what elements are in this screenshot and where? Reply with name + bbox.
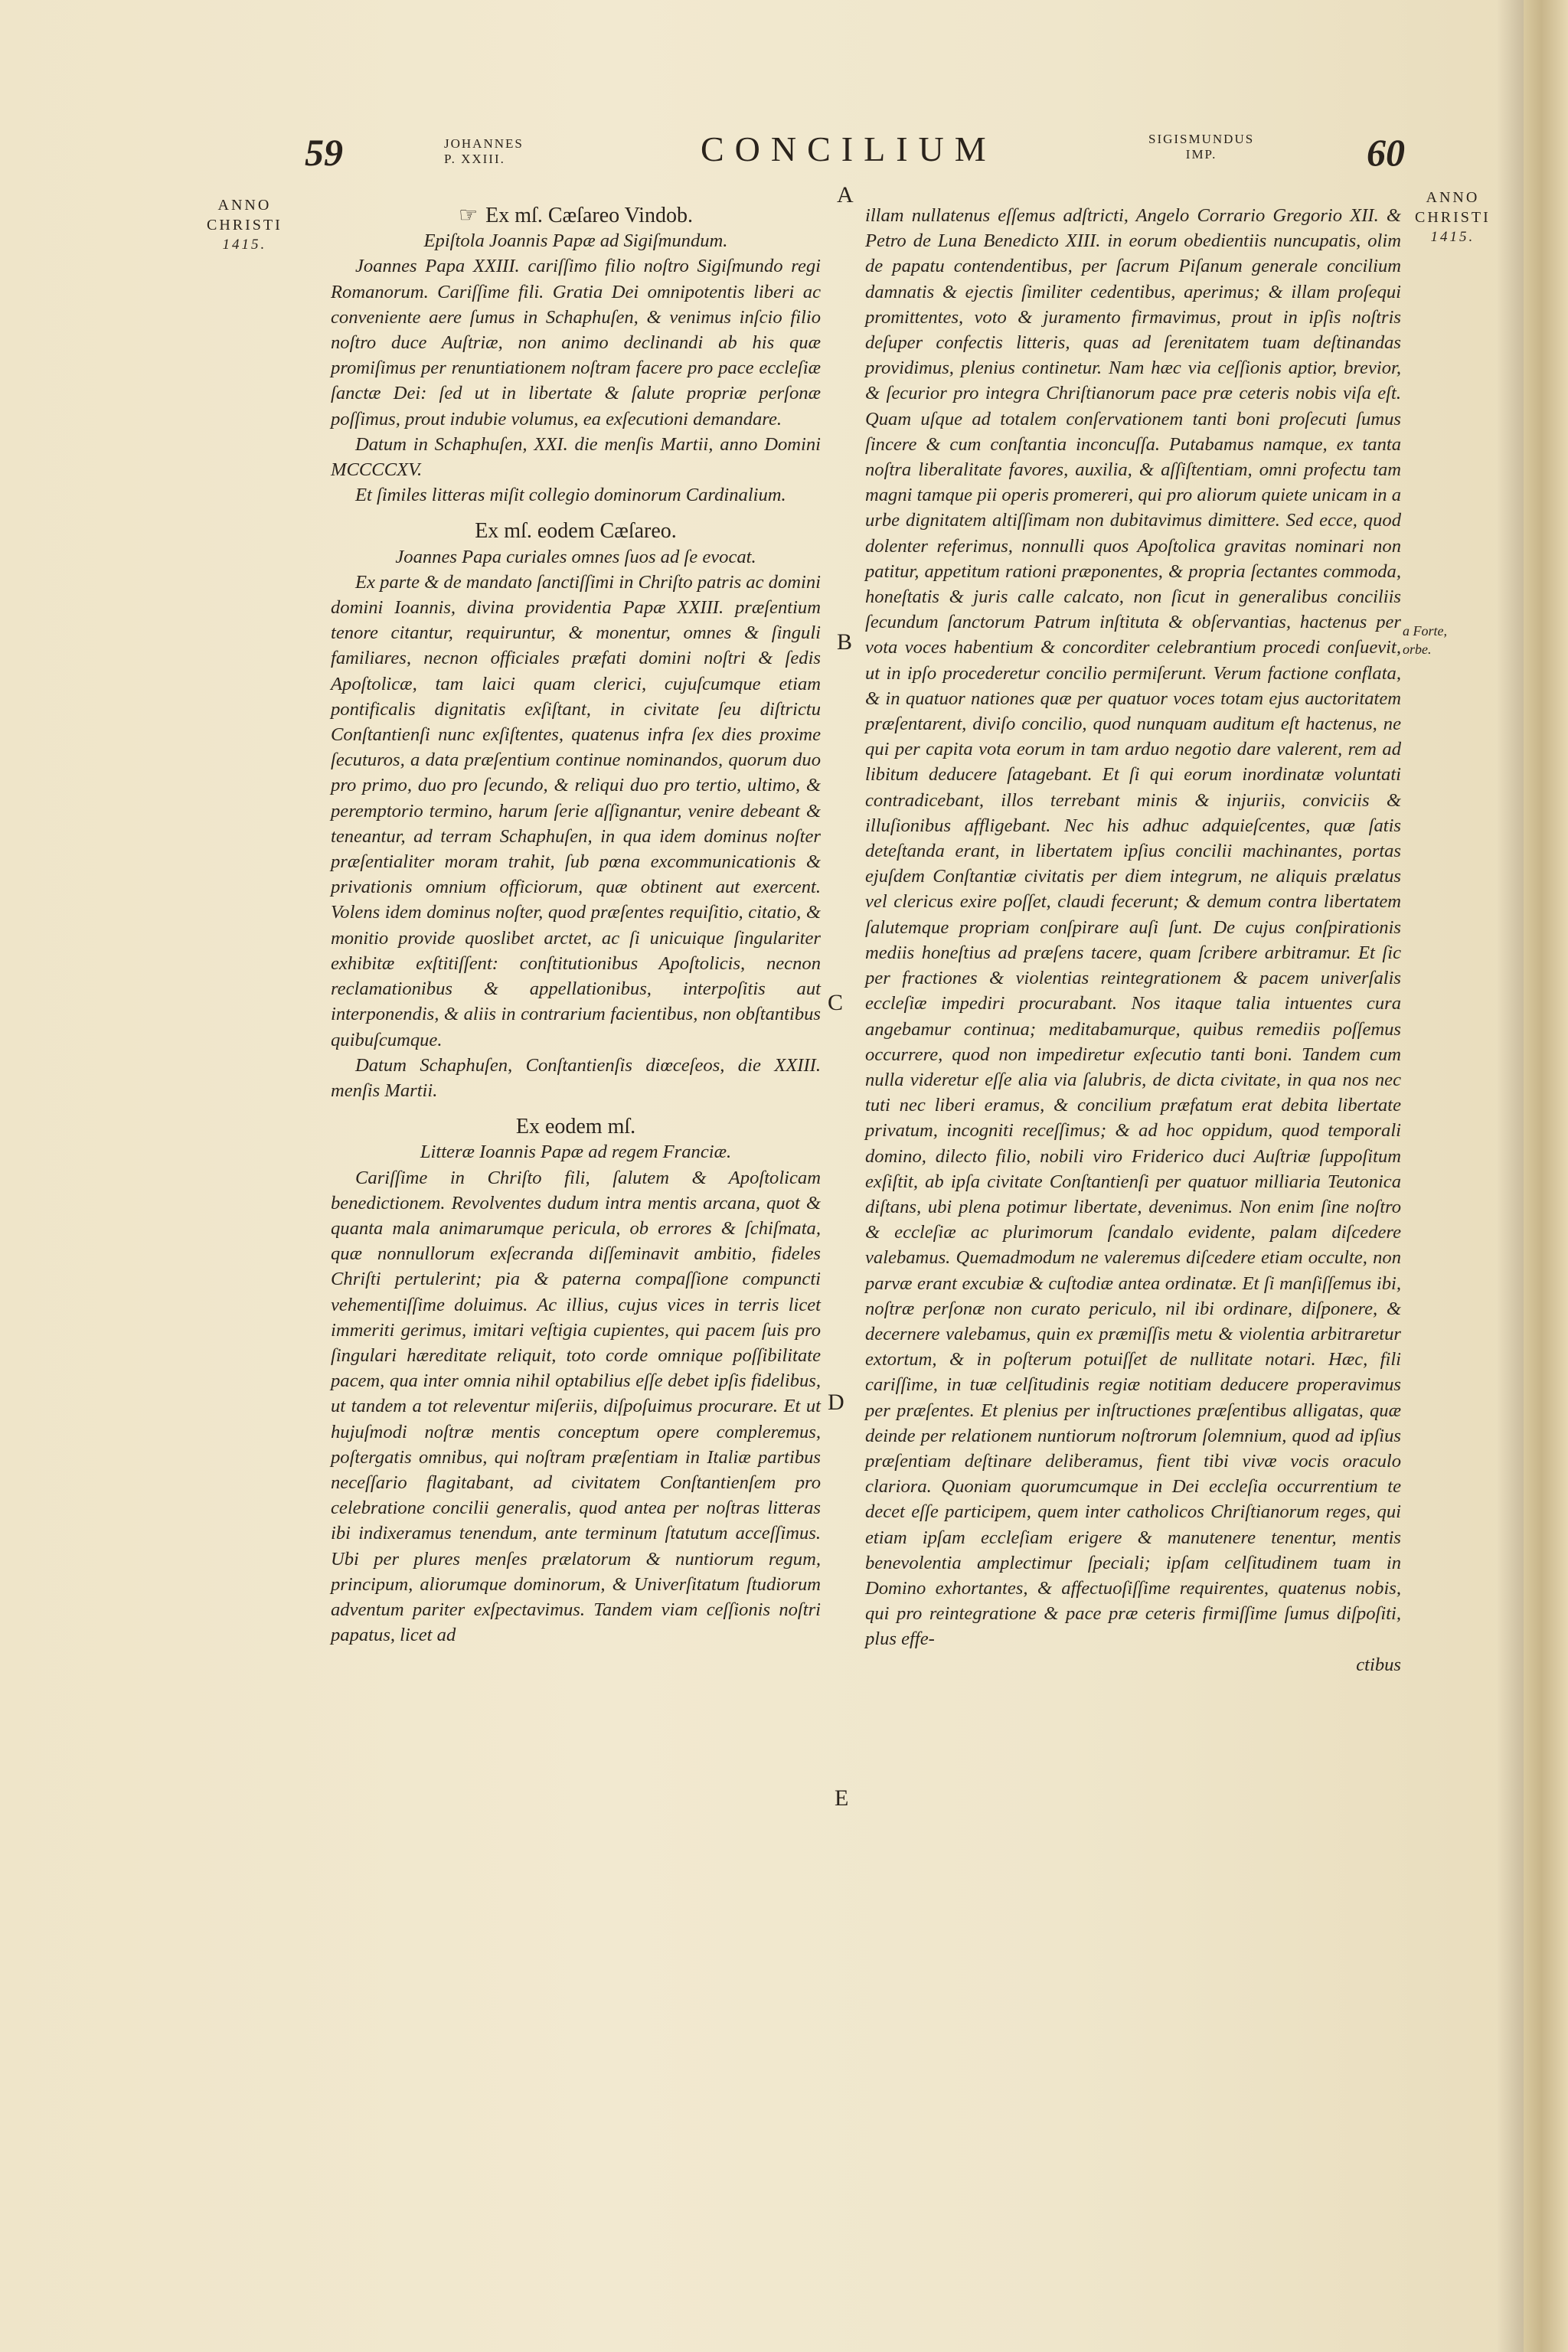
margin-year-line: CHRISTI xyxy=(1415,209,1491,226)
running-head-line: IMP. xyxy=(1185,147,1217,162)
margin-year-line: ANNO xyxy=(1426,189,1480,206)
right-column-body: illam nullatenus eſſemus adſtricti, Angelo Corrario Gregorio XII. & Petro de Luna Benedicto XIII. in eorum obedientiis nuncupatis, olim de papatu contendentibus, per ſacrum Piſanum generale concilium damnatis & ejectis ſimiliter cedentibus, aperimus; & illam proſequi promittentes, voto & juramento firmavimus, prout in ipſis noſtris deſuper confectis litteris, quas ad ſerenitatem tuam deſtinandas providimus, plenius continetur. Nam hæc via ceſſionis aptior, brevior, & ſecurior pro integra Chriſtianorum pace præ ceteris nobis viſa eſt. Quam uſque ad totalem conſervationem tanti boni proſecuti ſumus ſincere & cum conſtantia inconcuſſa. Putabamus namque, ex tanta noſtra liberalitate favores, auxilia, & aſſiſtentiam, omni profectu tam magni tamque pii operis promereri, qui pro aliorum quiete unicam in a urbe dignitatem altiſſimam non dubitavimus dimittere. Sed ecce, quod dolenter referimus, nonnulli quos Apoſtolica gravitas nominari non patitur, appetitum rationi præponentes, & propria ſectantes commoda, honeſtatis & juris calle calcato, non ſicut in generalibus conciliis ſecundum ſanctorum Patrum inſtituta & obſervantias, hactenus per vota voces habentium & concorditer celebrantium procedi conſuevit, ut in ipſo procederetur concilio permiſerunt. Verum factione conflata, & in quatuor nationes quæ per quatuor voces totam ejus auctoritatem præſentarent, diviſo concilio, quod nunquam auditum eſt hactenus, ne qui per capita vota eorum in tam arduo negotio dare valerent, rem ad libitum deducere ſatagebant. Et ſi qui eorum inordinatæ voluntati contradicebant, illos terrebant minis & injuriis, conviciis & illuſionibus affligebant. Nec his adhuc adquieſcentes, quæ ſatis deteſtanda erant, in libertatem ipſius concilii machinantes, portas ejuſdem Conſtantiæ civitatis per diem integrum, ne aliquis prælatus vel clericus exire poſſet, claudi fecerunt; & demum contra libertatem ſalutemque propriam conſpirare auſi ſunt. De cujus conſpirationis mediis honeſtius ad præſens tacere, quam ſcribere arbitramur. Et ſic per fractiones & violentias reintegrationem & pacem univerſalis eccleſiæ impediri procurabant. Nos itaque talia intuentes cura angebamur continua; meditabamurque, quibus remediis poſſemus occurrere, quod non impediretur exſecutio tanti boni. Tandem cum nulla videretur eſſe alia via ſalubris, de dicta civitate, in qua nos nec tuti nec liberi eramus, & concilium præfatum erat debita libertate privatum, incogniti receſſimus; & ad hoc oppidum, quod temporali domino, dilecto filio, nobili viro Friderico duci Auſtriæ ſuppoſitum exſiſtit, ab ipſa civitate Conſtantienſi per quatuor milliaria Teutonica diſtans, ubi plena potimur libertate, devenimus. Non enim ſine noſtro & eccleſiæ ac plurimorum ſcandalo evidente, palam diſcedere valebamus. Quemadmodum ne valeremus diſcedere etiam occulte, non parvæ erant excubiæ & cuſtodiæ antea ordinatæ. Et ſi manſiſſemus ibi, noſtræ perſonæ non curato periculo, nil ibi ordinare, diſponere, & decernere valebamus, quin ex præmiſſis metu & violentia arbitraretur extortum, & in poſterum potuiſſet de nullitate notari. Hæc, fili cariſſime, in tuæ celſitudinis regiæ notitiam deducere properavimus per præſentes. Et plenius per inſtructiones præſentibus alligatas, quæ deinde per relationem nuntiorum noſtrorum ſolemnium, quod ad ipſius præſentiam deſtinare deliberamus, fient tibi vivæ vocis oraculo clariora. Quoniam quorumcumque in Dei eccleſia occurrentium te decet eſſe participem, quem inter catholicos Chriſtianorum reges, qui etiam ipſam eccleſiam erigere & manutenere tenentur, mentis benevolentia amplectimur ſpeciali; ipſam celſitudinem tuam in Domino exhortantes, & affectuoſiſſime requirentes, quatenus nobis, qui pro reintegratione & pace præ ceteris firmiſſime ſumus diſpoſiti, plus effe- xyxy=(865,205,1401,1650)
section2-body: Ex parte & de mandato ſanctiſſimi in Chriſto patris ac domini domini Ioannis, divina providentia Papæ XXIII. præſentium tenore citantur, requiruntur, & monentur, omnes & ſinguli familiares, necnon officiales præfati domini noſtri & ſedis Apoſtolicæ, tam laici quam clerici, cujuſcumque etiam pontificalis dignitatis exſiſtant, in civitate ſeu diſtrictu Conſtantienſi nunc exſiſtentes, quatenus infra ſex dies proxime ſecuturos, a data præſentium continue nominandos, quorum duo pro primo, duo pro ſecundo, & reliqui duo pro tertio, ultimo, & peremptorio termino, harum ſerie aſſignantur, venire debeant & teneantur, ad terram Schaphuſen, in qua idem dominus noſter præſentialiter moram trahit, ſub pœna excommunicationis & privationis omnium officiorum, quæ obtinent aut exercent. Volens idem dominus noſter, quod præſentes requiſitio, citatio, & monitio provide quoslibet arctet, ac ſi unicuique ſingulariter exhibitæ exſtitiſſent: conſtitutionibus Apoſtolicis, necnon reclamationibus & appellationibus, interpoſitis aut interponendis, & aliis in contrarium facientibus, non obſtantibus quibuſcumque. xyxy=(331,571,821,1050)
section3-source: Ex eodem mſ. xyxy=(515,1115,636,1139)
right-running-head xyxy=(1148,132,1254,178)
margin-letter-e: E xyxy=(835,1785,849,1811)
margin-letter-c: C xyxy=(828,990,844,1015)
section1-title: Epiſtola Joannis Papæ ad Sigiſmundum. xyxy=(423,230,728,252)
section3-title: Litteræ Ioannis Papæ ad regem Franciæ. xyxy=(420,1142,732,1163)
margin-year-line: ANNO xyxy=(217,197,272,214)
margin-letter-d: D xyxy=(828,1390,844,1415)
margin-year-line: 1415. xyxy=(1430,229,1475,245)
side-note-line: a Forte, xyxy=(1403,623,1447,639)
running-head-line: P. XXIII. xyxy=(444,152,505,166)
left-column xyxy=(331,203,821,1648)
margin-year-line: 1415. xyxy=(222,237,267,253)
section2-source: Ex mſ. eodem Cæſareo. xyxy=(475,519,677,544)
binding-shadow xyxy=(1497,0,1524,2352)
margin-year-line: CHRISTI xyxy=(207,217,283,234)
left-page-number: 59 xyxy=(305,131,343,174)
right-column xyxy=(865,203,1401,1677)
side-note xyxy=(1403,622,1447,658)
running-head-line: SIGISMUNDUS xyxy=(1148,132,1255,146)
section1-source xyxy=(331,203,821,228)
margin-letter-a: A xyxy=(837,182,854,207)
page-edge xyxy=(1524,0,1568,2352)
page-title: CONCILIUM xyxy=(701,129,997,168)
pointing-hand-icon: ☞ xyxy=(459,204,479,227)
section1-source-text: Ex mſ. Cæſareo Vindob. xyxy=(485,204,693,227)
side-note-line: orbe. xyxy=(1403,642,1432,657)
right-page-number: 60 xyxy=(1367,131,1405,174)
section1-body: Joannes Papa XXIII. cariſſimo filio noſtro Sigiſmundo regi Romanorum. Cariſſime fili. Gratia Dei omnipotentis liberi ac conveniente aere ſumus in Schaphuſen, & venimus inſcio filio noſtro duce Auſtriæ, non animo declinandi ab his quæ promiſimus per renuntiationem noſtram facere pro pace eccleſiæ ſanctæ Dei: ſed ut in libertate & ſalute propriæ perſonæ poſſimus, prout indubie volumus, ea exſecutioni demandare. xyxy=(331,256,821,430)
catchword: ctibus xyxy=(1356,1654,1401,1675)
left-margin-year xyxy=(207,195,283,255)
margin-letter-b: B xyxy=(837,629,853,655)
section2-title: Joannes Papa curiales omnes ſuos ad ſe evocat. xyxy=(395,546,756,567)
section3-body: Cariſſime in Chriſto fili, ſalutem & Apoſtolicam benedictionem. Revolventes dudum intra mentis arcana, quot & quanta mala animarumque pericula, ob errores & ſchiſmata, quæ nonnullorum exſecranda diſſeminavit ambitio, fideles Chriſti pertulerint; pia & paterna compaſſione compuncti vehementiſſime doluimus. Ac illius, cujus vices in terris licet immeriti gerimus, imitari veſtigia cupientes, qui pacem ſuis pro ſingulari hæreditate reliquit, toto corde omnique poſſibilitate pacem, qua inter omnia nihil optabilius eſſe debet ipſis fidelibus, ut tandem a tot releventur miſeriis, diſpoſuimus procurare. Et ut hujuſmodi noſtræ mentis conceptum opere compleremus, poſtergatis omnibus, qui noſtram præſentiam in Italiæ partibus neceſſario flagitabant, ad civitatem Conſtantienſem pro celebratione concilii generalis, quod antea per noſtras litteras ibi indixeramus tenendum, ante terminum ſtatutum acceſſimus. Ubi per plures menſes prælatorum & nuntiorum regum, principum, aliorumque dominorum, & Univerſitatum ſtudiorum adventum pariter exſpectavimus. Tandem viam ceſſionis noſtri papatus, licet ad xyxy=(331,1167,821,1646)
right-margin-year xyxy=(1415,188,1491,247)
running-head-line: JOHANNES xyxy=(444,136,524,151)
section2-date: Datum Schaphuſen, Conſtantienſis diœceſeos, die XXIII. menſis Martii. xyxy=(331,1054,821,1101)
left-running-head xyxy=(444,136,524,182)
section1-note: Et ſimiles litteras miſit collegio dominorum Cardinalium. xyxy=(355,485,786,506)
section1-date: Datum in Schaphuſen, XXI. die menſis Martii, anno Domini MCCCCXV. xyxy=(331,433,821,481)
